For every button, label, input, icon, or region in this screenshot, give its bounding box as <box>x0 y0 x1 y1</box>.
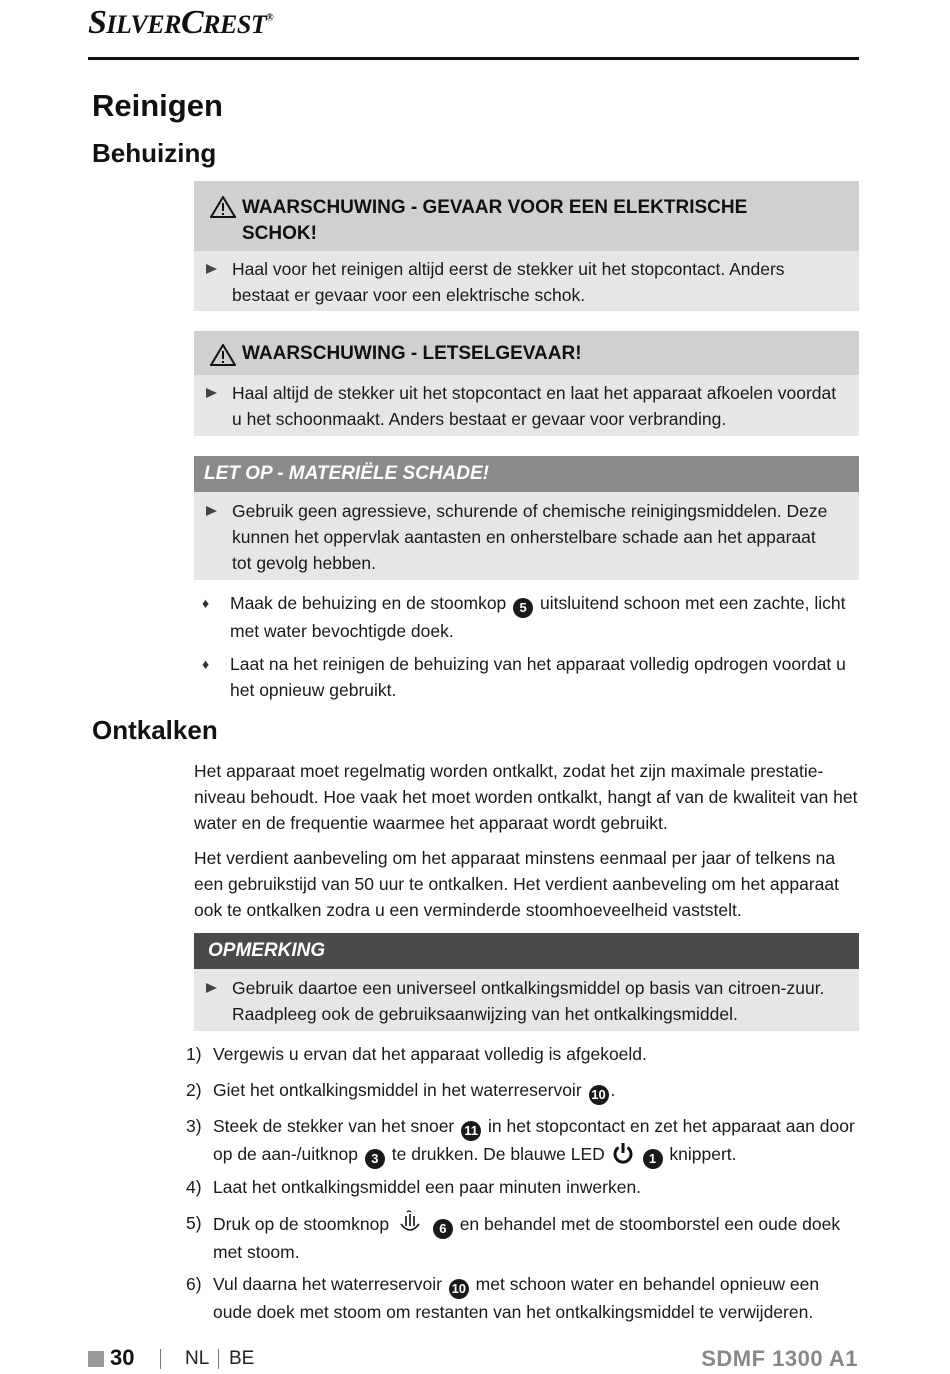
brand-logo: SILVERCREST® <box>88 4 274 41</box>
list-item: Haal voor het reinigen altijd eerst de stekker uit het stopcontact. Anders bestaat er gevaar voor een elektrische schok. <box>194 251 859 308</box>
caution-heading: LET OP - MATERIËLE SCHADE! <box>194 456 859 492</box>
warning-triangle-icon <box>210 196 236 218</box>
arrow-bullet-icon <box>206 264 217 274</box>
bullet-item: ♦ Laat na het reinigen de behuizing van het apparaat volledig opdrogen voordat u het opnieuw gebruikt. <box>200 651 860 703</box>
footer-language: NL <box>185 1348 210 1369</box>
warning-box-injury <box>194 331 859 436</box>
step-item: 5) Druk op de stoomknop 6 en behandel met de stoomborstel een oude doek met stoom. <box>186 1210 861 1265</box>
list-item: Gebruik geen agressieve, schurende of chemische reinigingsmiddelen. Deze kunnen het oppervlak aantasten en onherstelbare schade aan het apparaat tot gevolg hebben. <box>194 492 859 576</box>
diamond-bullet-icon: ♦ <box>202 595 210 611</box>
warning-heading: WAARSCHUWING - GEVAAR VOOR EEN ELEKTRISCHE SCHOK! <box>194 181 859 251</box>
diamond-bullet-icon: ♦ <box>202 656 210 672</box>
list-item: Gebruik daartoe een universeel ontkalkingsmiddel op basis van citroen-zuur. Raadpleeg ook de gebruiksaanwijzing van het ontkalkingsmiddel. <box>194 969 859 1027</box>
warning-triangle-icon <box>210 344 236 366</box>
section-heading-behuizing: Behuizing <box>92 138 217 168</box>
note-box <box>194 933 859 1031</box>
footer-square-icon <box>88 1351 104 1367</box>
note-heading: OPMERKING <box>194 933 859 969</box>
reference-number: 11 <box>461 1121 481 1141</box>
arrow-bullet-icon <box>206 506 217 516</box>
page-number: 30 <box>110 1345 135 1370</box>
warning-box-electric <box>194 181 859 311</box>
reference-number: 3 <box>365 1149 385 1169</box>
bullet-item: ♦ Maak de behuizing en de stoomkop 5 uitsluitend schoon met een zachte, licht met water bevochtigde doek. <box>200 590 860 644</box>
list-item: Haal altijd de stekker uit het stopcontact en laat het apparaat afkoelen voordat u het schoonmaakt. Anders bestaat er gevaar voor verbranding. <box>194 375 859 432</box>
step-item: 4) Laat het ontkalkingsmiddel een paar minuten inwerken. <box>186 1177 642 1197</box>
footer-model: SDMF 1300 A1 <box>701 1346 858 1371</box>
reference-number: 10 <box>589 1085 609 1105</box>
arrow-bullet-icon <box>206 388 217 398</box>
section-heading-ontkalken: Ontkalken <box>92 715 218 745</box>
header-rule <box>88 57 859 60</box>
step-item: 1) Vergewis u ervan dat het apparaat volledig is afgekoeld. <box>186 1044 647 1064</box>
reference-number: 1 <box>643 1149 663 1169</box>
power-icon <box>612 1142 634 1164</box>
step-item: 2) Giet het ontkalkingsmiddel in het waterreservoir 10 . <box>186 1077 861 1105</box>
reference-number: 6 <box>433 1219 453 1239</box>
step-item: 3) Steek de stekker van het snoer 11 in het stopcontact en zet het apparaat aan door op de aan-/uitknop 3 te drukken. De blauwe LED 1 knippert. <box>186 1113 861 1169</box>
warning-heading: WAARSCHUWING - LETSELGEVAAR! <box>194 331 859 375</box>
reference-number: 10 <box>449 1279 469 1299</box>
arrow-bullet-icon <box>206 983 217 993</box>
footer-divider <box>218 1349 219 1369</box>
footer-language: BE <box>229 1348 255 1369</box>
page-title: Reinigen <box>92 88 223 123</box>
caution-box <box>194 456 859 580</box>
reference-number: 5 <box>513 598 533 618</box>
step-item: 6) Vul daarna het waterreservoir 10 met schoon water en behandel opnieuw een oude doek met stoom om restanten van het ontkalkingsmiddel te verwijderen. <box>186 1274 820 1322</box>
steam-button-icon <box>398 1210 422 1236</box>
paragraph: Het verdient aanbeveling om het apparaat minstens eenmaal per jaar of telkens na een gebruikstijd van 50 uur te ontkalken. Het verdient aanbeveling om het apparaat ook te ontkalken zodra u een verminderde stoomhoeveelheid vaststelt. <box>194 848 840 920</box>
footer-divider <box>160 1349 161 1369</box>
paragraph: Het apparaat moet regelmatig worden ontkalkt, zodat het zijn maximale prestatie-niveau behoudt. Hoe vaak het moet worden ontkalkt, hangt af van de kwaliteit van het water en de frequentie waarmee het apparaat wordt gebruikt. <box>194 761 858 833</box>
